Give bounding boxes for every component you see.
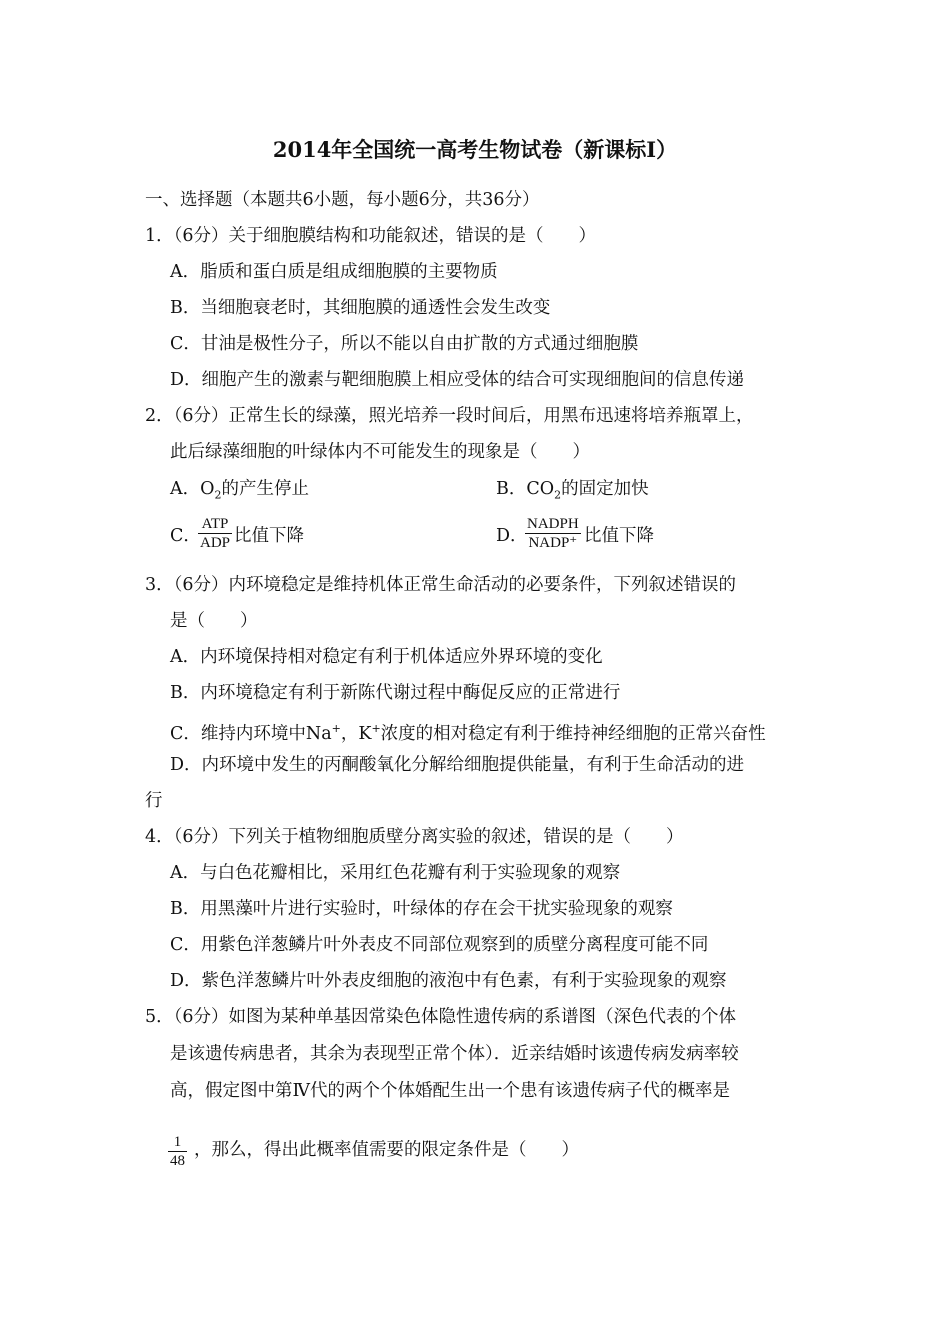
q2-option-d-fraction: [525, 515, 581, 552]
q4-option-b: B．用黑藻叶片进行实验时，叶绿体的存在会干扰实验现象的观察: [170, 899, 673, 919]
q3-option-c: [170, 717, 766, 746]
q1-option-b: B．当细胞衰老时，其细胞膜的通透性会发生改变: [170, 298, 551, 318]
q1-option-d: D．细胞产生的激素与靶细胞膜上相应受体的结合可实现细胞间的信息传递: [170, 370, 745, 390]
q2-option-a-sub: 2: [214, 488, 222, 502]
page-title: 2014年全国统一高考生物试卷（新课标Ⅰ）: [272, 137, 678, 162]
q5-stem-line4: ，那么，得出此概率值需要的限定条件是（ ）: [194, 1140, 579, 1160]
q3-option-c-sup1: +: [331, 722, 341, 735]
q5-stem-line1: 5．（6分）如图为某种单基因常染色体隐性遗传病的系谱图（深色代表的个体: [145, 1007, 737, 1027]
q2-option-b-sub: 2: [554, 488, 562, 502]
q5-stem-line2: 是该遗传病患者，其余为表现型正常个体）．近亲结婚时该遗传病发病率较: [170, 1044, 739, 1064]
q3-option-c-pre: C．维持内环境中Na: [170, 723, 332, 744]
q2-option-d-text: 比值下降: [584, 526, 654, 546]
q2-option-a-post: 的产生停止: [221, 479, 309, 499]
q2-option-c-label: C．: [170, 526, 201, 546]
q3-stem-line2: 是（ ）: [170, 611, 258, 631]
q1-stem: 1．（6分）关于细胞膜结构和功能叙述，错误的是（ ）: [145, 226, 597, 246]
q2-option-c-denominator: ADP: [200, 535, 231, 551]
q4-option-c: C．用紫色洋葱鳞片叶外表皮不同部位观察到的质壁分离程度可能不同: [170, 935, 709, 955]
q3-option-c-sup2: +: [371, 722, 381, 735]
q2-option-d-denominator: NADP⁺: [528, 535, 578, 551]
q2-stem-line1: 2．（6分）正常生长的绿藻，照光培养一段时间后，用黑布迅速将培养瓶罩上，: [145, 406, 754, 426]
q3-option-d-line2: 行: [145, 791, 163, 811]
q4-stem: 4．（6分）下列关于植物细胞质壁分离实验的叙述，错误的是（ ）: [145, 827, 684, 847]
q4-option-a: A．与白色花瓣相比，采用红色花瓣有利于实验现象的观察: [170, 863, 621, 883]
q2-option-a: [170, 477, 309, 508]
q2-option-b-pre: B．CO: [496, 479, 555, 499]
q3-option-c-mid: ，K: [340, 723, 372, 744]
q2-option-c-text: 比值下降: [234, 526, 304, 546]
q5-fraction-numerator: 1: [168, 1133, 187, 1152]
q5-fraction-denominator: 48: [170, 1153, 185, 1169]
q2-stem-line2: 此后绿藻细胞的叶绿体内不可能发生的现象是（ ）: [170, 442, 590, 462]
q1-option-c: C．甘油是极性分子，所以不能以自由扩散的方式通过细胞膜: [170, 334, 639, 354]
section-heading: 一、选择题（本题共6小题，每小题6分，共36分）: [145, 190, 540, 210]
q2-option-c-fraction: [198, 515, 232, 552]
q2-option-a-pre: A．O: [170, 479, 215, 499]
q4-option-d: D．紫色洋葱鳞片叶外表皮细胞的液泡中有色素，有利于实验现象的观察: [170, 971, 727, 991]
q3-option-a: A．内环境保持相对稳定有利于机体适应外界环境的变化: [170, 647, 603, 667]
q2-option-d-label: D．: [496, 526, 528, 546]
q5-probability-fraction: [168, 1133, 187, 1170]
q1-option-a: A．脂质和蛋白质是组成细胞膜的主要物质: [170, 262, 498, 282]
q5-stem-line3: 高，假定图中第Ⅳ代的两个个体婚配生出一个患有该遗传病子代的概率是: [170, 1081, 730, 1101]
q3-stem-line1: 3．（6分）内环境稳定是维持机体正常生命活动的必要条件，下列叙述错误的: [145, 575, 737, 595]
q2-option-b: [496, 477, 649, 508]
q3-option-d-line1: D．内环境中发生的丙酮酸氧化分解给细胞提供能量，有利于生命活动的进: [170, 755, 745, 775]
q3-option-c-post: 浓度的相对稳定有利于维持神经细胞的正常兴奋性: [380, 723, 766, 744]
q2-option-b-post: 的固定加快: [561, 479, 649, 499]
q2-option-c-numerator: ATP: [198, 515, 232, 534]
q3-option-b: B．内环境稳定有利于新陈代谢过程中酶促反应的正常进行: [170, 683, 621, 703]
q2-option-d-numerator: NADPH: [527, 516, 579, 532]
